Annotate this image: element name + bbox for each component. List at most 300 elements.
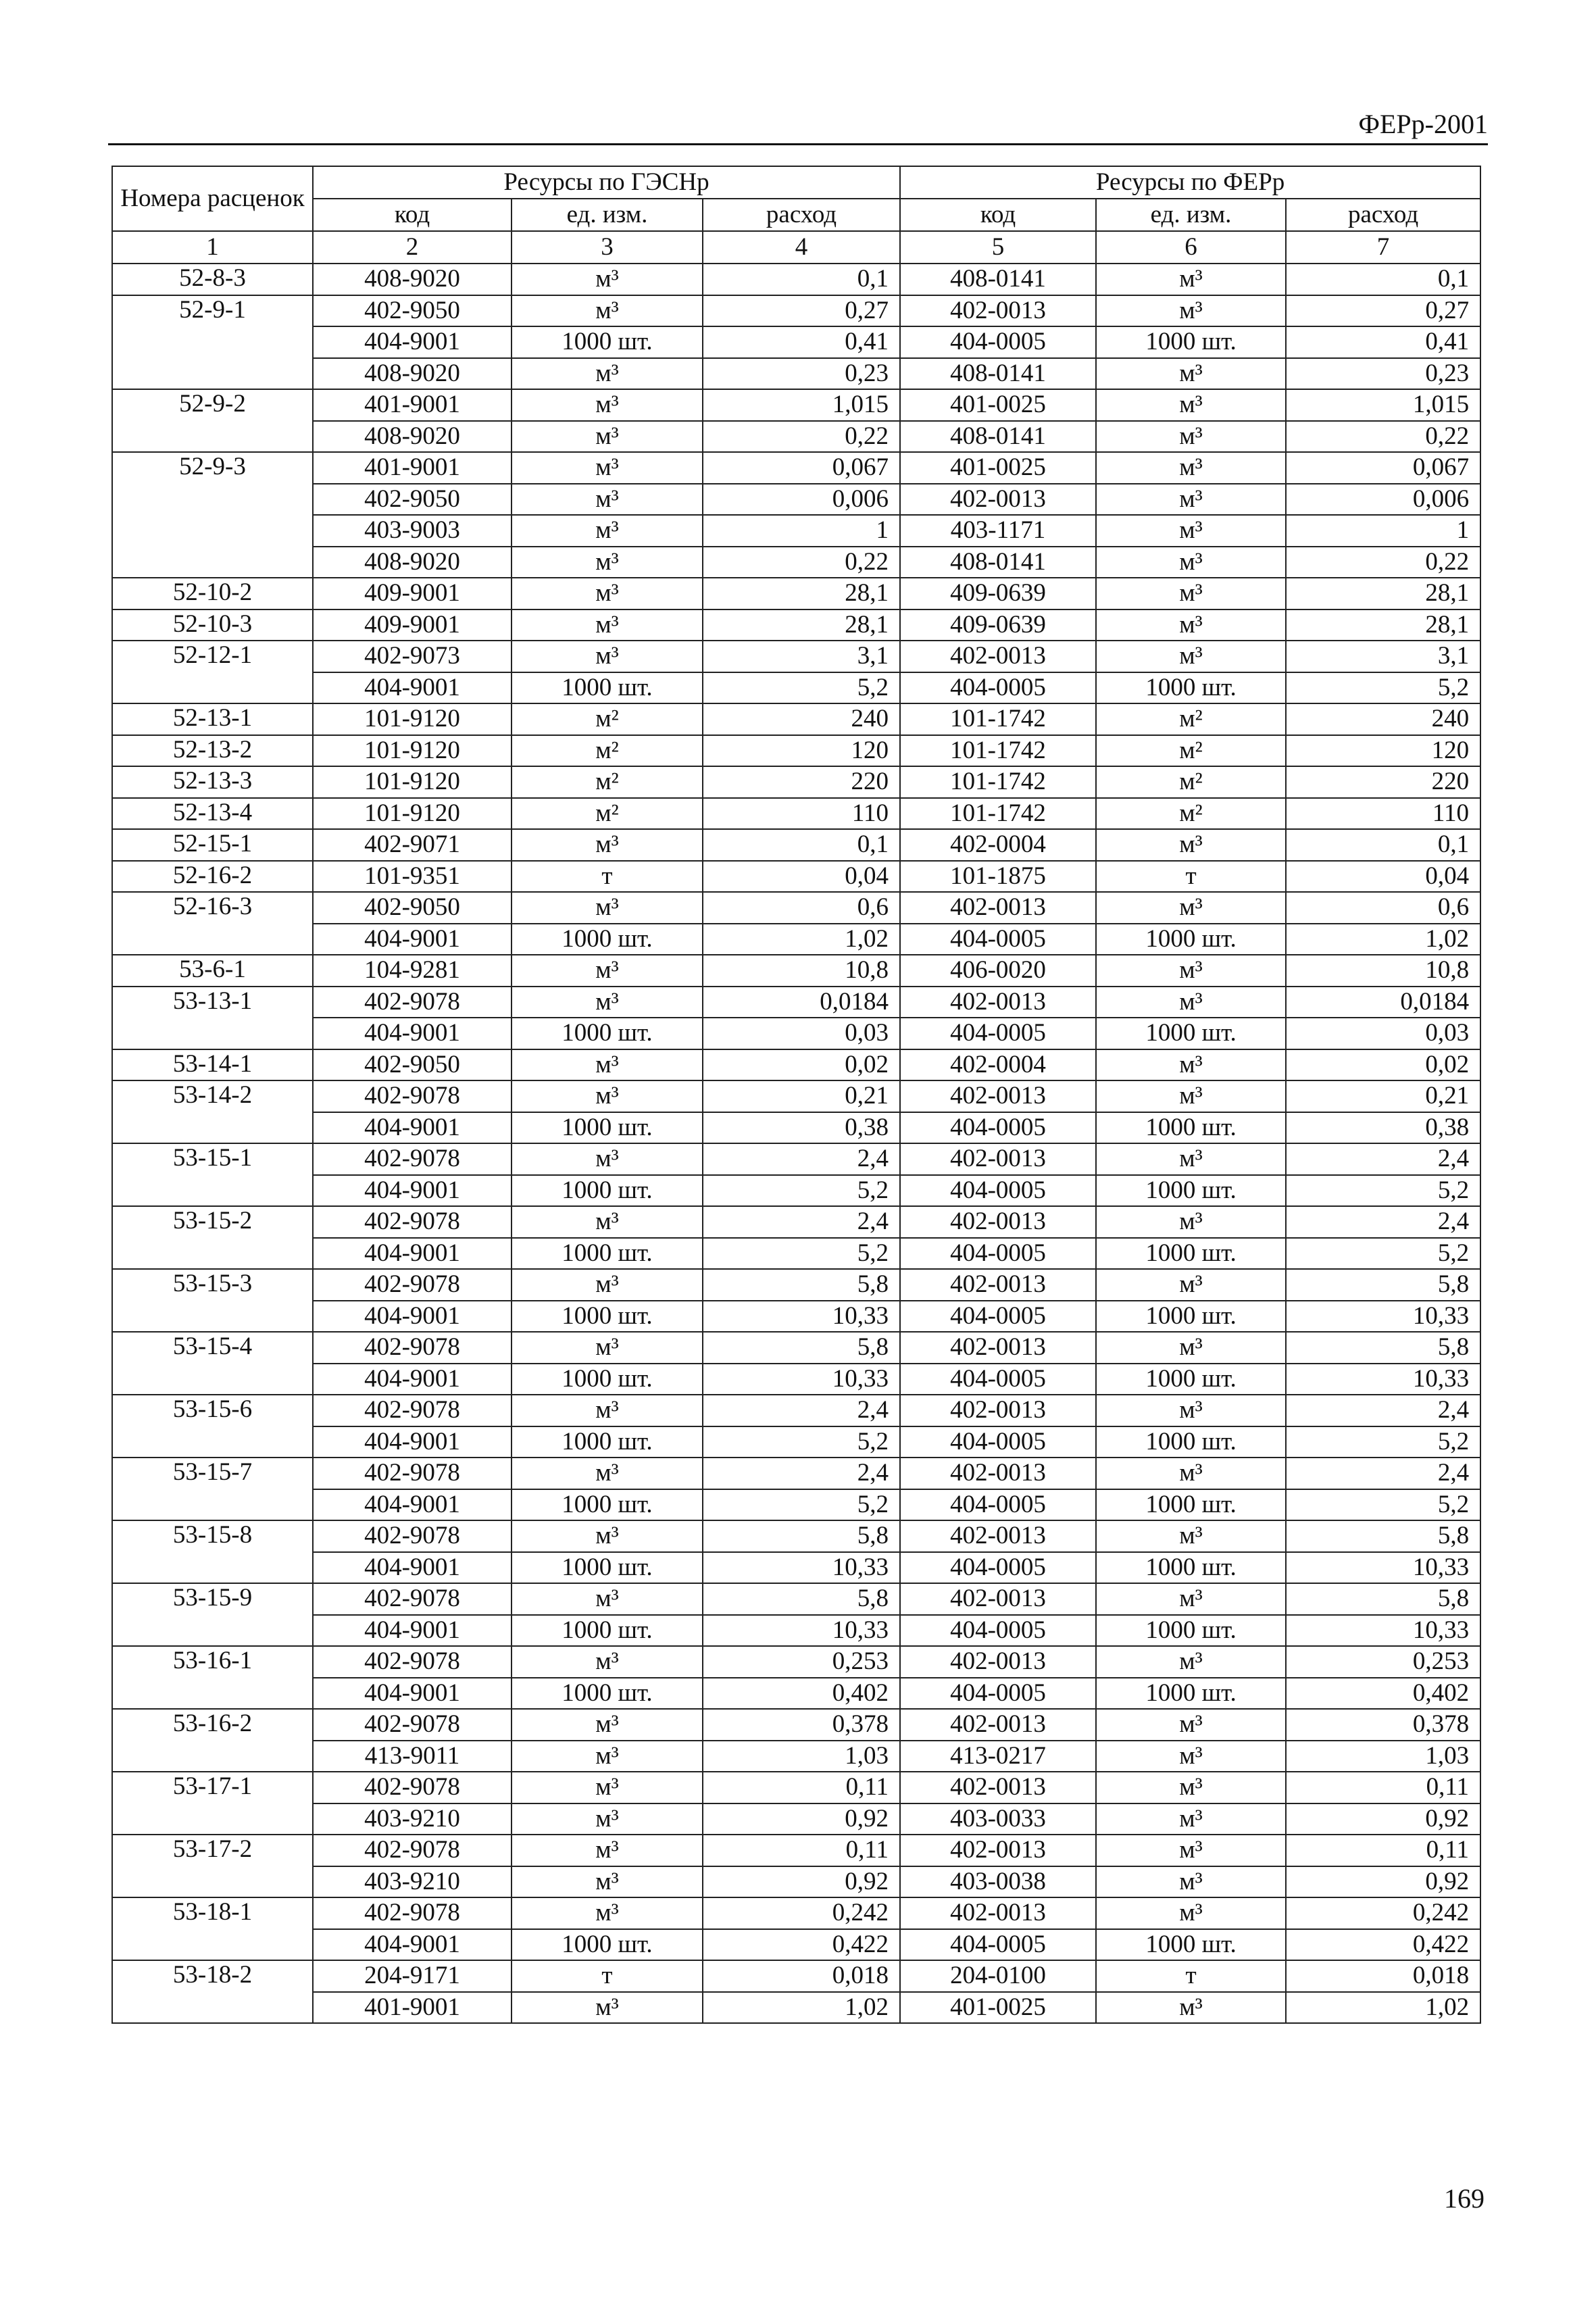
gesn-unit-cell: м² xyxy=(512,703,703,735)
table-row xyxy=(112,1646,1480,1678)
table-row xyxy=(112,1489,1480,1521)
fer-code-cell: 402-0013 xyxy=(900,1835,1096,1866)
gesn-unit-cell: м³ xyxy=(512,264,703,295)
gesn-amount-cell: 5,2 xyxy=(703,1175,900,1207)
fer-amount-cell: 0,92 xyxy=(1286,1866,1480,1898)
gesn-code-cell: 404-9001 xyxy=(313,1615,512,1647)
table-row xyxy=(112,1803,1480,1835)
fer-code-cell: 404-0005 xyxy=(900,672,1096,704)
gesn-code-cell: 404-9001 xyxy=(313,326,512,358)
gesn-amount-cell: 0,018 xyxy=(703,1960,900,1992)
fer-amount-cell: 0,03 xyxy=(1286,1018,1480,1049)
fer-code-cell: 404-0005 xyxy=(900,1301,1096,1333)
fer-unit-cell: м³ xyxy=(1096,264,1286,295)
gesn-unit-cell: м² xyxy=(512,798,703,830)
table-row xyxy=(112,547,1480,578)
gesn-amount-cell: 3,1 xyxy=(703,641,900,672)
fer-unit-cell: 1000 шт. xyxy=(1096,1364,1286,1395)
table-row xyxy=(112,1520,1480,1552)
fer-unit-cell: 1000 шт. xyxy=(1096,1112,1286,1144)
fer-unit-cell: м³ xyxy=(1096,484,1286,516)
fer-amount-cell: 10,33 xyxy=(1286,1552,1480,1584)
fer-unit-cell: м³ xyxy=(1096,1709,1286,1741)
fer-code-cell: 402-0013 xyxy=(900,295,1096,327)
fer-amount-cell: 0,11 xyxy=(1286,1772,1480,1803)
fer-unit-cell: м² xyxy=(1096,703,1286,735)
gesn-code-cell: 402-9078 xyxy=(313,1897,512,1929)
gesn-unit-cell: м³ xyxy=(512,452,703,484)
fer-code-cell: 408-0141 xyxy=(900,358,1096,390)
fer-amount-cell: 1,02 xyxy=(1286,1992,1480,2024)
rate-number-cell: 52-9-1 xyxy=(112,295,313,390)
gesn-unit-cell: м³ xyxy=(512,547,703,578)
fer-code-cell: 101-1742 xyxy=(900,766,1096,798)
page-number: 169 xyxy=(1444,2183,1485,2214)
gesn-amount-cell: 1,02 xyxy=(703,924,900,955)
fer-unit-cell: м³ xyxy=(1096,987,1286,1018)
table-row xyxy=(112,1112,1480,1144)
gesn-code-cell: 402-9073 xyxy=(313,641,512,672)
gesn-code-cell: 404-9001 xyxy=(313,1552,512,1584)
gesn-unit-cell: м³ xyxy=(512,421,703,453)
fer-code-cell: 404-0005 xyxy=(900,1929,1096,1961)
gesn-amount-cell: 0,27 xyxy=(703,295,900,327)
fer-unit-cell: м³ xyxy=(1096,1520,1286,1552)
gesn-code-cell: 401-9001 xyxy=(313,389,512,421)
header-cell-fer-unit: ед. изм. xyxy=(1096,199,1286,231)
fer-unit-cell: 1000 шт. xyxy=(1096,1615,1286,1647)
fer-code-cell: 101-1742 xyxy=(900,703,1096,735)
gesn-amount-cell: 120 xyxy=(703,735,900,767)
fer-amount-cell: 10,33 xyxy=(1286,1615,1480,1647)
gesn-unit-cell: м³ xyxy=(512,515,703,547)
fer-unit-cell: м³ xyxy=(1096,452,1286,484)
fer-unit-cell: м³ xyxy=(1096,1049,1286,1081)
rate-number-cell: 53-18-1 xyxy=(112,1897,313,1960)
gesn-code-cell: 402-9078 xyxy=(313,1583,512,1615)
column-number-cell: 4 xyxy=(703,231,900,264)
fer-code-cell: 402-0013 xyxy=(900,1143,1096,1175)
gesn-amount-cell: 10,33 xyxy=(703,1552,900,1584)
fer-unit-cell: 1000 шт. xyxy=(1096,1552,1286,1584)
fer-unit-cell: 1000 шт. xyxy=(1096,1426,1286,1458)
gesn-unit-cell: м³ xyxy=(512,1269,703,1301)
table-row xyxy=(112,1269,1480,1301)
fer-amount-cell: 1,015 xyxy=(1286,389,1480,421)
rate-number-cell: 53-16-1 xyxy=(112,1646,313,1709)
gesn-unit-cell: 1000 шт. xyxy=(512,1238,703,1270)
gesn-amount-cell: 10,8 xyxy=(703,955,900,987)
fer-code-cell: 404-0005 xyxy=(900,1615,1096,1647)
gesn-amount-cell: 0,04 xyxy=(703,861,900,893)
gesn-code-cell: 402-9078 xyxy=(313,1269,512,1301)
gesn-code-cell: 402-9078 xyxy=(313,1206,512,1238)
resources-table xyxy=(111,166,1481,2024)
rate-number-cell: 53-15-9 xyxy=(112,1583,313,1646)
rate-number-cell: 53-15-3 xyxy=(112,1269,313,1332)
fer-code-cell: 402-0013 xyxy=(900,892,1096,924)
fer-code-cell: 404-0005 xyxy=(900,1112,1096,1144)
table-row xyxy=(112,861,1480,893)
gesn-amount-cell: 0,03 xyxy=(703,1018,900,1049)
gesn-code-cell: 408-9020 xyxy=(313,547,512,578)
fer-unit-cell: м³ xyxy=(1096,547,1286,578)
gesn-amount-cell: 0,21 xyxy=(703,1080,900,1112)
gesn-code-cell: 402-9071 xyxy=(313,829,512,861)
gesn-code-cell: 409-9001 xyxy=(313,578,512,609)
table-row xyxy=(112,1741,1480,1772)
rate-number-cell: 53-15-2 xyxy=(112,1206,313,1269)
gesn-amount-cell: 240 xyxy=(703,703,900,735)
gesn-code-cell: 402-9078 xyxy=(313,1772,512,1803)
fer-code-cell: 404-0005 xyxy=(900,1238,1096,1270)
rate-number-cell: 53-15-7 xyxy=(112,1458,313,1520)
fer-unit-cell: м³ xyxy=(1096,295,1286,327)
table-row xyxy=(112,1897,1480,1929)
gesn-amount-cell: 0,22 xyxy=(703,421,900,453)
header-cell-gesn-unit: ед. изм. xyxy=(512,199,703,231)
table-row xyxy=(112,295,1480,327)
table-row xyxy=(112,1175,1480,1207)
gesn-amount-cell: 0,422 xyxy=(703,1929,900,1961)
fer-unit-cell: м³ xyxy=(1096,421,1286,453)
gesn-unit-cell: 1000 шт. xyxy=(512,1552,703,1584)
fer-unit-cell: м³ xyxy=(1096,1583,1286,1615)
gesn-code-cell: 404-9001 xyxy=(313,1678,512,1710)
gesn-code-cell: 402-9078 xyxy=(313,1835,512,1866)
gesn-amount-cell: 2,4 xyxy=(703,1206,900,1238)
gesn-code-cell: 404-9001 xyxy=(313,1426,512,1458)
table-row xyxy=(112,766,1480,798)
fer-unit-cell: 1000 шт. xyxy=(1096,1929,1286,1961)
gesn-unit-cell: м³ xyxy=(512,1458,703,1489)
table-row xyxy=(112,672,1480,704)
fer-amount-cell: 5,8 xyxy=(1286,1269,1480,1301)
rate-number-cell: 52-13-3 xyxy=(112,766,313,798)
gesn-unit-cell: м³ xyxy=(512,829,703,861)
rate-number-cell: 53-14-1 xyxy=(112,1049,313,1081)
gesn-code-cell: 402-9050 xyxy=(313,484,512,516)
table-row xyxy=(112,1206,1480,1238)
gesn-unit-cell: м³ xyxy=(512,955,703,987)
fer-code-cell: 413-0217 xyxy=(900,1741,1096,1772)
fer-amount-cell: 0,92 xyxy=(1286,1803,1480,1835)
fer-amount-cell: 0,22 xyxy=(1286,421,1480,453)
table-row xyxy=(112,1426,1480,1458)
fer-amount-cell: 0,02 xyxy=(1286,1049,1480,1081)
fer-code-cell: 404-0005 xyxy=(900,1552,1096,1584)
fer-amount-cell: 5,2 xyxy=(1286,1238,1480,1270)
fer-unit-cell: м³ xyxy=(1096,389,1286,421)
fer-unit-cell: м³ xyxy=(1096,1866,1286,1898)
gesn-amount-cell: 220 xyxy=(703,766,900,798)
table-row xyxy=(112,1960,1480,1992)
table-row xyxy=(112,609,1480,641)
gesn-unit-cell: м³ xyxy=(512,389,703,421)
gesn-code-cell: 404-9001 xyxy=(313,1112,512,1144)
fer-unit-cell: 1000 шт. xyxy=(1096,1238,1286,1270)
fer-code-cell: 404-0005 xyxy=(900,924,1096,955)
gesn-code-cell: 402-9078 xyxy=(313,1080,512,1112)
gesn-unit-cell: м³ xyxy=(512,641,703,672)
table-row xyxy=(112,1678,1480,1710)
gesn-amount-cell: 5,8 xyxy=(703,1332,900,1364)
gesn-amount-cell: 5,2 xyxy=(703,1489,900,1521)
rate-number-cell: 53-18-2 xyxy=(112,1960,313,2023)
gesn-amount-cell: 10,33 xyxy=(703,1301,900,1333)
gesn-amount-cell: 0,253 xyxy=(703,1646,900,1678)
fer-code-cell: 402-0013 xyxy=(900,1332,1096,1364)
gesn-code-cell: 404-9001 xyxy=(313,1238,512,1270)
gesn-code-cell: 402-9078 xyxy=(313,1332,512,1364)
gesn-unit-cell: 1000 шт. xyxy=(512,1364,703,1395)
gesn-unit-cell: м³ xyxy=(512,609,703,641)
gesn-code-cell: 402-9078 xyxy=(313,1458,512,1489)
table-row xyxy=(112,1143,1480,1175)
gesn-code-cell: 402-9078 xyxy=(313,987,512,1018)
fer-code-cell: 409-0639 xyxy=(900,609,1096,641)
fer-amount-cell: 10,8 xyxy=(1286,955,1480,987)
gesn-unit-cell: 1000 шт. xyxy=(512,1426,703,1458)
table-row xyxy=(112,484,1480,516)
fer-amount-cell: 0,018 xyxy=(1286,1960,1480,1992)
gesn-code-cell: 404-9001 xyxy=(313,1364,512,1395)
fer-unit-cell: м³ xyxy=(1096,1772,1286,1803)
table-row xyxy=(112,703,1480,735)
gesn-code-cell: 401-9001 xyxy=(313,452,512,484)
table-row xyxy=(112,358,1480,390)
table-row xyxy=(112,798,1480,830)
fer-amount-cell: 110 xyxy=(1286,798,1480,830)
fer-unit-cell: м³ xyxy=(1096,1835,1286,1866)
gesn-unit-cell: м³ xyxy=(512,1835,703,1866)
fer-unit-cell: 1000 шт. xyxy=(1096,1018,1286,1049)
rate-number-cell: 52-12-1 xyxy=(112,641,313,703)
gesn-amount-cell: 0,11 xyxy=(703,1835,900,1866)
gesn-code-cell: 402-9050 xyxy=(313,892,512,924)
gesn-code-cell: 402-9078 xyxy=(313,1143,512,1175)
table-row xyxy=(112,955,1480,987)
fer-amount-cell: 0,22 xyxy=(1286,547,1480,578)
fer-code-cell: 404-0005 xyxy=(900,1426,1096,1458)
fer-unit-cell: м³ xyxy=(1096,892,1286,924)
fer-code-cell: 404-0005 xyxy=(900,1489,1096,1521)
rate-number-cell: 53-13-1 xyxy=(112,987,313,1049)
table-row xyxy=(112,452,1480,484)
gesn-unit-cell: 1000 шт. xyxy=(512,1112,703,1144)
gesn-amount-cell: 0,22 xyxy=(703,547,900,578)
rate-number-cell: 52-9-2 xyxy=(112,389,313,452)
gesn-amount-cell: 0,067 xyxy=(703,452,900,484)
gesn-amount-cell: 0,38 xyxy=(703,1112,900,1144)
column-number-cell: 2 xyxy=(313,231,512,264)
fer-unit-cell: 1000 шт. xyxy=(1096,326,1286,358)
gesn-code-cell: 101-9120 xyxy=(313,735,512,767)
gesn-amount-cell: 0,1 xyxy=(703,829,900,861)
gesn-amount-cell: 110 xyxy=(703,798,900,830)
fer-amount-cell: 0,21 xyxy=(1286,1080,1480,1112)
fer-code-cell: 404-0005 xyxy=(900,1678,1096,1710)
header-cell-fer-code: код xyxy=(900,199,1096,231)
gesn-amount-cell: 0,242 xyxy=(703,1897,900,1929)
fer-code-cell: 402-0004 xyxy=(900,829,1096,861)
gesn-unit-cell: м³ xyxy=(512,1143,703,1175)
gesn-amount-cell: 0,1 xyxy=(703,264,900,295)
table-row xyxy=(112,1552,1480,1584)
gesn-amount-cell: 0,378 xyxy=(703,1709,900,1741)
gesn-amount-cell: 0,02 xyxy=(703,1049,900,1081)
table-row xyxy=(112,1049,1480,1081)
fer-amount-cell: 10,33 xyxy=(1286,1301,1480,1333)
table-row xyxy=(112,578,1480,609)
gesn-code-cell: 403-9210 xyxy=(313,1803,512,1835)
table-row xyxy=(112,1615,1480,1647)
rate-number-cell: 52-16-3 xyxy=(112,892,313,955)
rate-number-cell: 52-10-3 xyxy=(112,609,313,641)
gesn-amount-cell: 2,4 xyxy=(703,1458,900,1489)
fer-amount-cell: 2,4 xyxy=(1286,1395,1480,1426)
gesn-unit-cell: м³ xyxy=(512,1049,703,1081)
gesn-amount-cell: 10,33 xyxy=(703,1615,900,1647)
fer-amount-cell: 1 xyxy=(1286,515,1480,547)
gesn-amount-cell: 0,92 xyxy=(703,1866,900,1898)
fer-unit-cell: 1000 шт. xyxy=(1096,1489,1286,1521)
fer-unit-cell: м³ xyxy=(1096,1992,1286,2024)
fer-amount-cell: 1,03 xyxy=(1286,1741,1480,1772)
fer-amount-cell: 240 xyxy=(1286,703,1480,735)
fer-amount-cell: 2,4 xyxy=(1286,1458,1480,1489)
fer-unit-cell: м³ xyxy=(1096,641,1286,672)
gesn-amount-cell: 1,03 xyxy=(703,1741,900,1772)
gesn-amount-cell: 28,1 xyxy=(703,609,900,641)
fer-code-cell: 402-0013 xyxy=(900,1269,1096,1301)
rate-number-cell: 52-10-2 xyxy=(112,578,313,609)
fer-unit-cell: 1000 шт. xyxy=(1096,1678,1286,1710)
gesn-unit-cell: 1000 шт. xyxy=(512,1301,703,1333)
rate-number-cell: 52-9-3 xyxy=(112,452,313,578)
fer-code-cell: 404-0005 xyxy=(900,1018,1096,1049)
gesn-unit-cell: 1000 шт. xyxy=(512,1175,703,1207)
table-row xyxy=(112,1866,1480,1898)
fer-amount-cell: 0,0184 xyxy=(1286,987,1480,1018)
gesn-code-cell: 404-9001 xyxy=(313,1018,512,1049)
gesn-amount-cell: 5,2 xyxy=(703,1238,900,1270)
table-row xyxy=(112,892,1480,924)
table-row xyxy=(112,641,1480,672)
gesn-amount-cell: 10,33 xyxy=(703,1364,900,1395)
fer-unit-cell: 1000 шт. xyxy=(1096,672,1286,704)
fer-code-cell: 408-0141 xyxy=(900,421,1096,453)
table-column-number-row xyxy=(112,231,1480,264)
gesn-unit-cell: 1000 шт. xyxy=(512,1929,703,1961)
table-header-row-2 xyxy=(112,199,1480,231)
fer-code-cell: 402-0004 xyxy=(900,1049,1096,1081)
table-row xyxy=(112,987,1480,1018)
fer-unit-cell: м³ xyxy=(1096,1458,1286,1489)
gesn-unit-cell: м³ xyxy=(512,1520,703,1552)
fer-unit-cell: м³ xyxy=(1096,1395,1286,1426)
gesn-amount-cell: 1,02 xyxy=(703,1992,900,2024)
rate-number-cell: 53-15-4 xyxy=(112,1332,313,1395)
table-row xyxy=(112,1709,1480,1741)
gesn-unit-cell: м³ xyxy=(512,1803,703,1835)
fer-code-cell: 402-0013 xyxy=(900,987,1096,1018)
gesn-unit-cell: м³ xyxy=(512,1772,703,1803)
fer-amount-cell: 0,422 xyxy=(1286,1929,1480,1961)
rate-number-cell: 52-15-1 xyxy=(112,829,313,861)
table-row xyxy=(112,1332,1480,1364)
fer-amount-cell: 0,067 xyxy=(1286,452,1480,484)
fer-amount-cell: 0,11 xyxy=(1286,1835,1480,1866)
gesn-unit-cell: м³ xyxy=(512,892,703,924)
fer-amount-cell: 5,2 xyxy=(1286,1175,1480,1207)
rate-number-cell: 53-16-2 xyxy=(112,1709,313,1772)
fer-unit-cell: м² xyxy=(1096,766,1286,798)
gesn-unit-cell: 1000 шт. xyxy=(512,1018,703,1049)
rate-number-cell: 52-8-3 xyxy=(112,264,313,295)
fer-unit-cell: м³ xyxy=(1096,515,1286,547)
gesn-code-cell: 409-9001 xyxy=(313,609,512,641)
gesn-unit-cell: м³ xyxy=(512,1583,703,1615)
fer-code-cell: 402-0013 xyxy=(900,1520,1096,1552)
rate-number-cell: 52-13-1 xyxy=(112,703,313,735)
header-cell-gesn-amount: расход xyxy=(703,199,900,231)
table-row xyxy=(112,1301,1480,1333)
gesn-amount-cell: 0,0184 xyxy=(703,987,900,1018)
gesn-unit-cell: м³ xyxy=(512,987,703,1018)
fer-amount-cell: 28,1 xyxy=(1286,578,1480,609)
gesn-unit-cell: т xyxy=(512,861,703,893)
fer-amount-cell: 0,402 xyxy=(1286,1678,1480,1710)
gesn-code-cell: 408-9020 xyxy=(313,421,512,453)
fer-amount-cell: 0,27 xyxy=(1286,295,1480,327)
table-row xyxy=(112,924,1480,955)
gesn-unit-cell: м³ xyxy=(512,1206,703,1238)
table-row xyxy=(112,1583,1480,1615)
gesn-amount-cell: 0,11 xyxy=(703,1772,900,1803)
gesn-code-cell: 101-9120 xyxy=(313,798,512,830)
fer-unit-cell: м³ xyxy=(1096,1646,1286,1678)
gesn-amount-cell: 0,92 xyxy=(703,1803,900,1835)
fer-code-cell: 101-1875 xyxy=(900,861,1096,893)
gesn-unit-cell: 1000 шт. xyxy=(512,1678,703,1710)
table-header-row-1 xyxy=(112,166,1480,199)
gesn-unit-cell: м³ xyxy=(512,1646,703,1678)
fer-amount-cell: 0,23 xyxy=(1286,358,1480,390)
gesn-unit-cell: м³ xyxy=(512,358,703,390)
fer-amount-cell: 0,1 xyxy=(1286,264,1480,295)
header-rule xyxy=(108,143,1488,145)
gesn-amount-cell: 1 xyxy=(703,515,900,547)
fer-unit-cell: т xyxy=(1096,861,1286,893)
fer-code-cell: 409-0639 xyxy=(900,578,1096,609)
fer-unit-cell: м³ xyxy=(1096,1741,1286,1772)
gesn-unit-cell: м³ xyxy=(512,484,703,516)
gesn-amount-cell: 5,2 xyxy=(703,672,900,704)
table-row xyxy=(112,1018,1480,1049)
rate-number-cell: 53-15-1 xyxy=(112,1143,313,1206)
gesn-amount-cell: 5,8 xyxy=(703,1583,900,1615)
gesn-unit-cell: м³ xyxy=(512,1741,703,1772)
table-row xyxy=(112,1395,1480,1426)
table-row xyxy=(112,1458,1480,1489)
gesn-code-cell: 404-9001 xyxy=(313,672,512,704)
fer-amount-cell: 0,242 xyxy=(1286,1897,1480,1929)
table-row xyxy=(112,1929,1480,1961)
rate-number-cell: 53-17-1 xyxy=(112,1772,313,1835)
table-row xyxy=(112,326,1480,358)
rate-number-cell: 53-17-2 xyxy=(112,1835,313,1897)
